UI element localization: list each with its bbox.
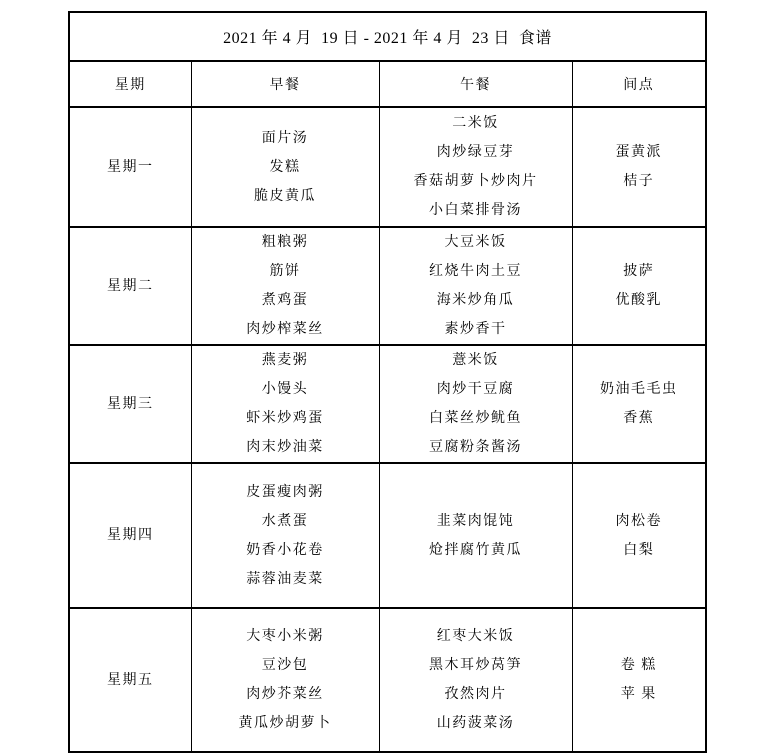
- day-cell: [69, 227, 191, 345]
- lunch-cell: [379, 463, 572, 608]
- breakfast-cell: [191, 345, 379, 463]
- dish-line: 肉炒芥菜丝: [246, 687, 324, 702]
- dish-line: 豆沙包: [261, 658, 309, 673]
- dish-line: 二米饭: [452, 116, 499, 131]
- dish-line: 白梨: [623, 542, 655, 558]
- dish-line: 蒜蓉油麦菜: [246, 571, 324, 587]
- dish-line: 蛋黄派: [615, 145, 662, 160]
- dish-line: 奶油毛毛虫: [600, 382, 678, 397]
- day-cell: [69, 463, 191, 608]
- snack-cell: [572, 608, 706, 752]
- dish-line: 水煮蛋: [261, 513, 309, 529]
- menu-table-body: [69, 107, 706, 752]
- snack-cell: [572, 463, 706, 608]
- column-header-snack: 间点: [572, 61, 706, 107]
- dish-line: 皮蛋瘦肉粥: [246, 484, 324, 500]
- table-row: [69, 463, 706, 608]
- day-cell: [69, 107, 191, 227]
- dish-line: 肉炒干豆腐: [436, 382, 515, 397]
- dish-line: 优酸乳: [615, 293, 662, 308]
- day-label: 星期五: [107, 672, 154, 688]
- day-label: 星期一: [107, 159, 154, 175]
- dish-line: 大枣小米粥: [246, 629, 324, 644]
- dish-line: 卷 糕: [620, 658, 657, 673]
- dish-line: 肉末炒油菜: [246, 440, 324, 455]
- dish-line: 燕麦粥: [261, 353, 309, 368]
- table-row: [69, 608, 706, 752]
- day-label: 星期四: [107, 528, 154, 543]
- menu-table: [68, 11, 707, 753]
- breakfast-cell: [191, 608, 379, 752]
- day-cell: [69, 608, 191, 752]
- dish-line: 筋饼: [269, 264, 301, 279]
- breakfast-cell: [191, 463, 379, 608]
- dish-line: 桔子: [623, 174, 655, 189]
- column-header-breakfast: 早餐: [191, 61, 379, 107]
- dish-line: 韭菜肉馄饨: [436, 513, 515, 529]
- dish-line: 黄瓜炒胡萝卜: [238, 716, 332, 731]
- dish-line: 白菜丝炒鱿鱼: [429, 411, 522, 426]
- dish-line: 孜然肉片: [444, 687, 507, 702]
- dish-line: 豆腐粉条酱汤: [429, 440, 522, 455]
- dish-line: 黑木耳炒莴笋: [429, 658, 522, 673]
- dish-line: 奶香小花卷: [246, 542, 324, 558]
- page-title: 2021 年 4 月 19 日 - 2021 年 4 月 23 日 食谱: [69, 12, 706, 61]
- breakfast-cell: [191, 107, 379, 227]
- dish-line: 素炒香干: [444, 322, 507, 337]
- dish-line: 薏米饭: [452, 353, 499, 368]
- snack-cell: [572, 107, 706, 227]
- dish-line: 大豆米饭: [444, 235, 507, 250]
- lunch-cell: [379, 227, 572, 345]
- column-header-day: 星期: [69, 61, 191, 107]
- day-label: 星期三: [107, 396, 154, 412]
- title-row: [69, 12, 706, 61]
- dish-line: 煮鸡蛋: [261, 293, 309, 308]
- day-label: 星期二: [107, 278, 154, 294]
- snack-cell: [572, 345, 706, 463]
- dish-line: 粗粮粥: [261, 235, 309, 250]
- table-row: [69, 345, 706, 463]
- dish-line: 肉炒绿豆芽: [436, 145, 515, 160]
- table-row: [69, 107, 706, 227]
- dish-line: 小白菜排骨汤: [429, 203, 522, 218]
- dish-line: 肉炒榨菜丝: [246, 322, 324, 337]
- dish-line: 山药菠菜汤: [436, 716, 515, 731]
- dish-line: 炝拌腐竹黄瓜: [429, 542, 522, 558]
- header-row: [69, 61, 706, 107]
- day-cell: [69, 345, 191, 463]
- dish-line: 肉松卷: [615, 513, 662, 529]
- column-header-lunch: 午餐: [379, 61, 572, 107]
- dish-line: 虾米炒鸡蛋: [246, 411, 324, 426]
- dish-line: 红烧牛肉土豆: [429, 264, 522, 279]
- dish-line: 脆皮黄瓜: [254, 188, 316, 204]
- lunch-cell: [379, 345, 572, 463]
- dish-line: 红枣大米饭: [436, 629, 515, 644]
- dish-line: 海米炒角瓜: [436, 293, 515, 308]
- dish-line: 披萨: [623, 264, 655, 279]
- table-row: [69, 227, 706, 345]
- lunch-cell: [379, 107, 572, 227]
- dish-line: 面片汤: [261, 130, 309, 146]
- dish-line: 香菇胡萝卜炒肉片: [413, 174, 538, 189]
- snack-cell: [572, 227, 706, 345]
- dish-line: 发糕: [269, 159, 301, 175]
- dish-line: 香蕉: [623, 411, 655, 426]
- dish-line: 苹 果: [620, 687, 657, 702]
- breakfast-cell: [191, 227, 379, 345]
- lunch-cell: [379, 608, 572, 752]
- dish-line: 小馒头: [261, 382, 309, 397]
